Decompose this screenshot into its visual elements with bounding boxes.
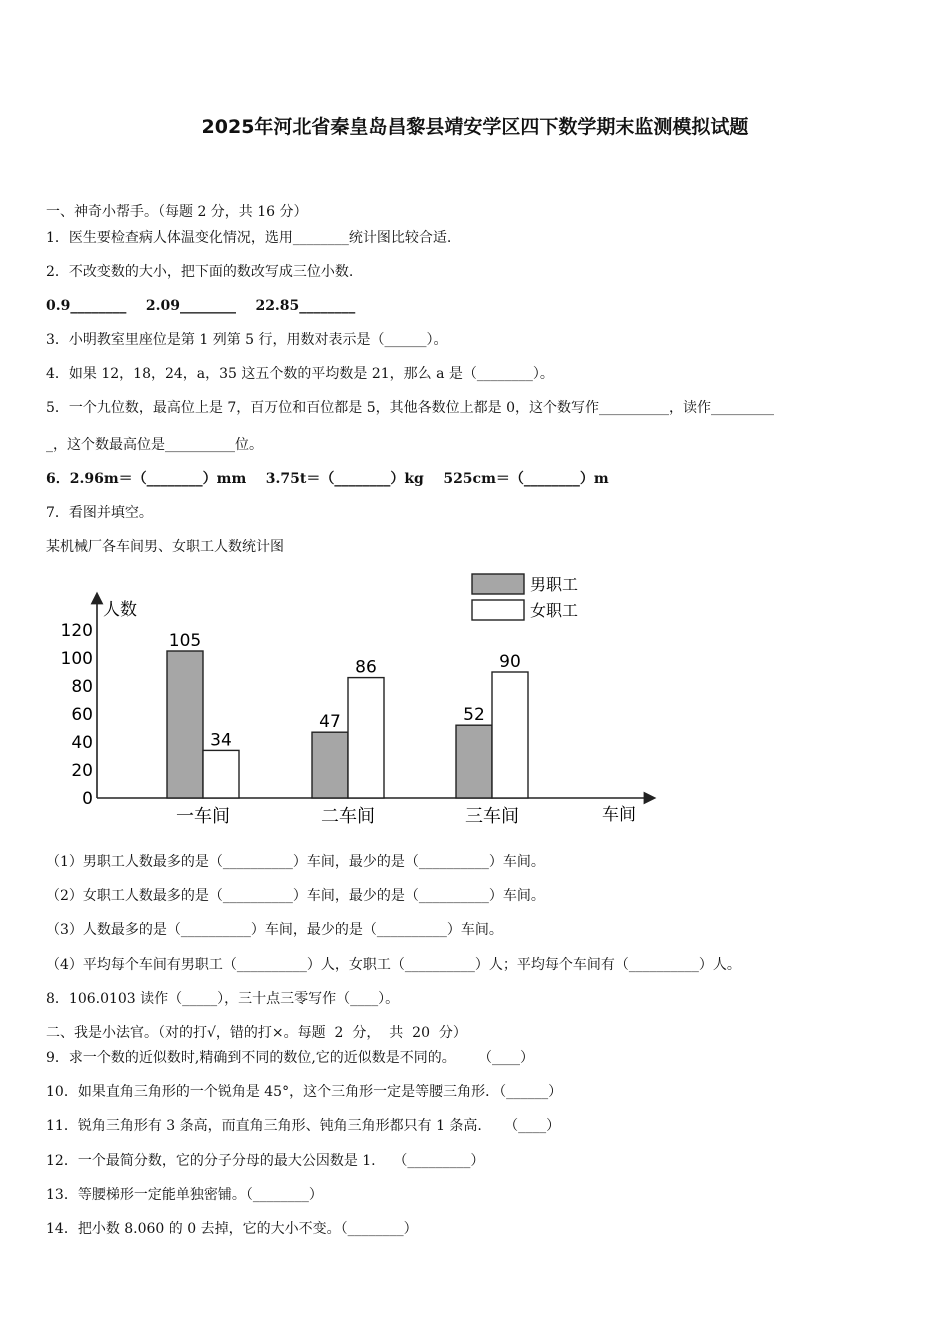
question-5-line-2: _，这个数最高位是__________位。 — [46, 437, 263, 453]
y-tick-label: 60 — [71, 705, 93, 725]
bar — [348, 678, 384, 798]
question-2-items: 0.9________ 2.09________ 22.85________ — [46, 298, 356, 314]
question-9: 9．求一个数的近似数时,精确到不同的数位,它的近似数是不同的。 （____） — [46, 1050, 535, 1066]
x-tick-label: 二车间 — [321, 806, 375, 827]
legend-label: 男职工 — [530, 575, 579, 594]
question-1: 1．医生要检查病人体温变化情况，选用________统计图比较合适. — [46, 230, 452, 246]
bar — [312, 732, 348, 798]
chart-caption: 某机械厂各车间男、女职工人数统计图 — [46, 539, 284, 555]
question-7-4: （4）平均每个车间有男职工（__________）人，女职工（__________）人；平均每个车间有（__________）人。 — [46, 957, 741, 973]
legend-swatch — [472, 600, 524, 620]
y-tick-label: 40 — [71, 733, 93, 753]
bar — [456, 725, 492, 798]
bar — [492, 672, 528, 798]
bar-chart — [40, 565, 680, 835]
question-7: 7．看图并填空。 — [46, 505, 153, 521]
y-tick-label: 20 — [71, 761, 93, 781]
bar-value-label: 52 — [463, 705, 485, 726]
question-4: 4．如果 12，18，24，a，35 这五个数的平均数是 21，那么 a 是（________）。 — [46, 366, 554, 382]
y-tick-label: 120 — [60, 621, 93, 641]
question-7-1: （1）男职工人数最多的是（__________）车间，最少的是（__________）车间。 — [46, 854, 545, 870]
section-1-heading: 一、神奇小帮手。（每题 2 分，共 16 分） — [46, 204, 308, 220]
question-8: 8．106.0103 读作（_____），三十点三零写作（____）。 — [46, 991, 400, 1007]
section-2-heading: 二、我是小法官。（对的打√，错的打×。每题 2 分， 共 20 分） — [46, 1025, 467, 1041]
y-tick-label: 80 — [71, 677, 93, 697]
question-13: 13．等腰梯形一定能单独密铺。（________） — [46, 1187, 323, 1203]
x-tick-label: 三车间 — [465, 806, 519, 827]
bar-value-label: 90 — [499, 652, 521, 672]
question-3: 3．小明教室里座位是第 1 列第 5 行，用数对表示是（______）。 — [46, 332, 448, 348]
legend-label: 女职工 — [530, 601, 579, 620]
question-2: 2．不改变数的大小，把下面的数改写成三位小数. — [46, 264, 354, 280]
question-7-3: （3）人数最多的是（__________）车间，最少的是（__________）车间。 — [46, 922, 503, 938]
y-tick-label: 100 — [60, 649, 93, 669]
x-axis-label: 车间 — [602, 805, 636, 825]
bar-value-label: 47 — [319, 712, 341, 733]
question-12: 12．一个最简分数，它的分子分母的最大公因数是 1. （_________） — [46, 1153, 485, 1169]
x-tick-label: 一车间 — [176, 806, 230, 827]
y-tick-label: 0 — [82, 789, 93, 809]
bar — [203, 750, 239, 798]
legend-swatch — [472, 574, 524, 594]
bar-value-label: 105 — [168, 631, 202, 651]
question-10: 10．如果直角三角形的一个锐角是 45°，这个三角形一定是等腰三角形．（______） — [46, 1084, 563, 1100]
question-6: 6．2.96m＝（________）mm 3.75t＝（________）kg 525cm＝（________）m — [46, 471, 609, 487]
question-7-2: （2）女职工人数最多的是（__________）车间，最少的是（__________）车间。 — [46, 888, 545, 904]
bar-value-label: 86 — [355, 657, 377, 678]
question-14: 14．把小数 8.060 的 0 去掉，它的大小不变。（________） — [46, 1221, 418, 1237]
question-11: 11．锐角三角形有 3 条高，而直角三角形、钝角三角形都只有 1 条高. （____） — [46, 1118, 561, 1134]
y-axis-label: 人数 — [103, 600, 137, 620]
bar — [167, 651, 203, 798]
bar-value-label: 34 — [210, 730, 232, 751]
question-5-line-1: 5．一个九位数，最高位上是 7，百万位和百位都是 5，其他各数位上都是 0，这个数写作__________，读作_________ — [46, 400, 774, 416]
page-title: 2025年河北省秦皇岛昌黎县靖安学区四下数学期末监测模拟试题 — [201, 116, 749, 138]
